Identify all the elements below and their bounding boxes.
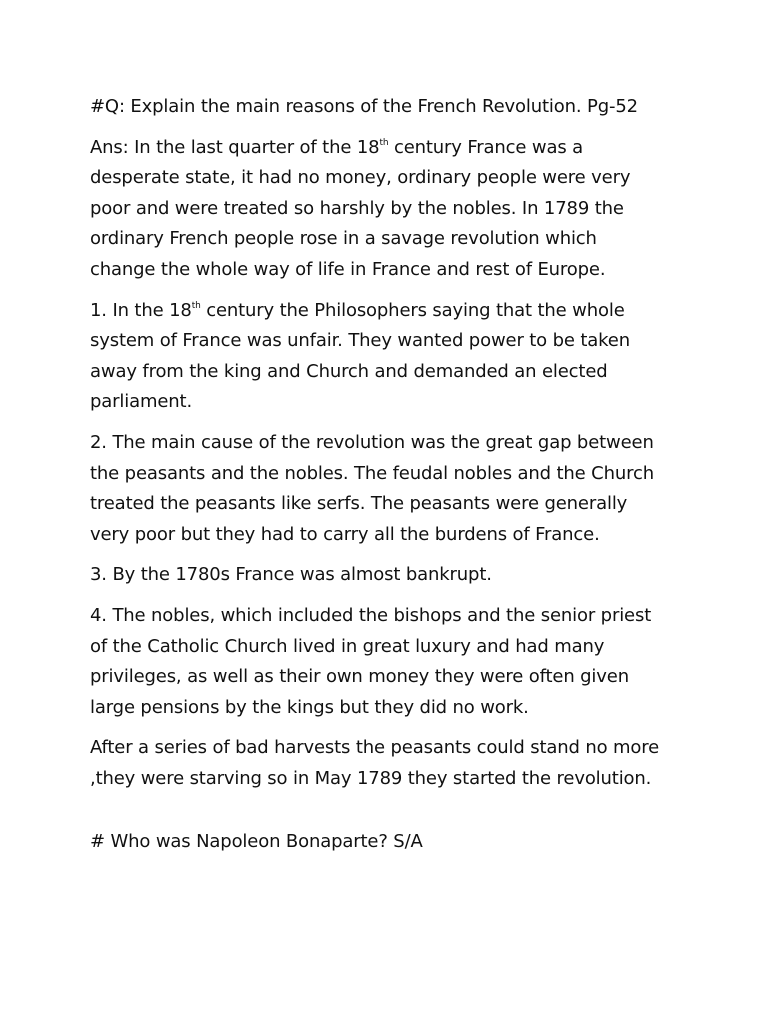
point-2-paragraph xyxy=(90,428,750,550)
point-2-line-3: treated the peasants like serfs. The peasants were generally xyxy=(90,493,628,515)
answer-line-2: desperate state, it had no money, ordinary people were very xyxy=(90,167,631,189)
point-2-line-2: the peasants and the nobles. The feudal nobles and the Church xyxy=(90,462,654,484)
conclusion-paragraph xyxy=(90,733,750,794)
point-3-paragraph xyxy=(90,560,750,591)
point-2-line-4: very poor but they had to carry all the burdens of France. xyxy=(90,523,600,545)
point-1-line-1-end: century the Philosophers saying that the whole xyxy=(200,299,625,321)
ordinal-superscript: th xyxy=(379,137,389,148)
conclusion-line-1: After a series of bad harvests the peasants could stand no more xyxy=(90,737,660,759)
document-page xyxy=(90,92,750,868)
point-4-line-3: privileges, as well as their own money they were often given xyxy=(90,666,629,688)
point-3-line-1: 3. By the 1780s France was almost bankrupt. xyxy=(90,564,492,586)
point-4-line-4: large pensions by the kings but they did no work. xyxy=(90,696,529,718)
point-1-line-2: system of France was unfair. They wanted power to be taken xyxy=(90,330,630,352)
answer-line-4: ordinary French people rose in a savage revolution which xyxy=(90,228,597,250)
point-1-line-1-start: 1. In the 18 xyxy=(90,299,192,321)
answer-line-1-start: Ans: In the last quarter of the 18 xyxy=(90,136,380,158)
answer-paragraph xyxy=(90,133,750,286)
answer-line-3: poor and were treated so harshly by the nobles. In 1789 the xyxy=(90,197,624,219)
question-2-heading xyxy=(90,827,750,858)
point-1-line-4: parliament. xyxy=(90,391,193,413)
point-4-line-2: of the Catholic Church lived in great luxury and had many xyxy=(90,635,605,657)
point-1-line-1 xyxy=(90,296,750,327)
question-2-text: # Who was Napoleon Bonaparte? S/A xyxy=(90,831,423,853)
conclusion-line-2: ,they were starving so in May 1789 they started the revolution. xyxy=(90,767,652,789)
question-text: #Q: Explain the main reasons of the French Revolution. Pg-52 xyxy=(90,96,638,117)
point-1-line-3: away from the king and Church and demanded an elected xyxy=(90,360,608,382)
answer-line-1-end: century France was a xyxy=(388,136,584,158)
point-1-paragraph xyxy=(90,296,750,418)
point-4-paragraph xyxy=(90,601,750,723)
question-heading xyxy=(90,92,750,123)
answer-line-5: change the whole way of life in France and rest of Europe. xyxy=(90,258,606,280)
ordinal-superscript: th xyxy=(191,300,201,311)
point-2-line-1: 2. The main cause of the revolution was the great gap between xyxy=(90,431,654,453)
point-4-line-1: 4. The nobles, which included the bishops and the senior priest xyxy=(90,604,652,626)
answer-line-1 xyxy=(90,133,750,164)
